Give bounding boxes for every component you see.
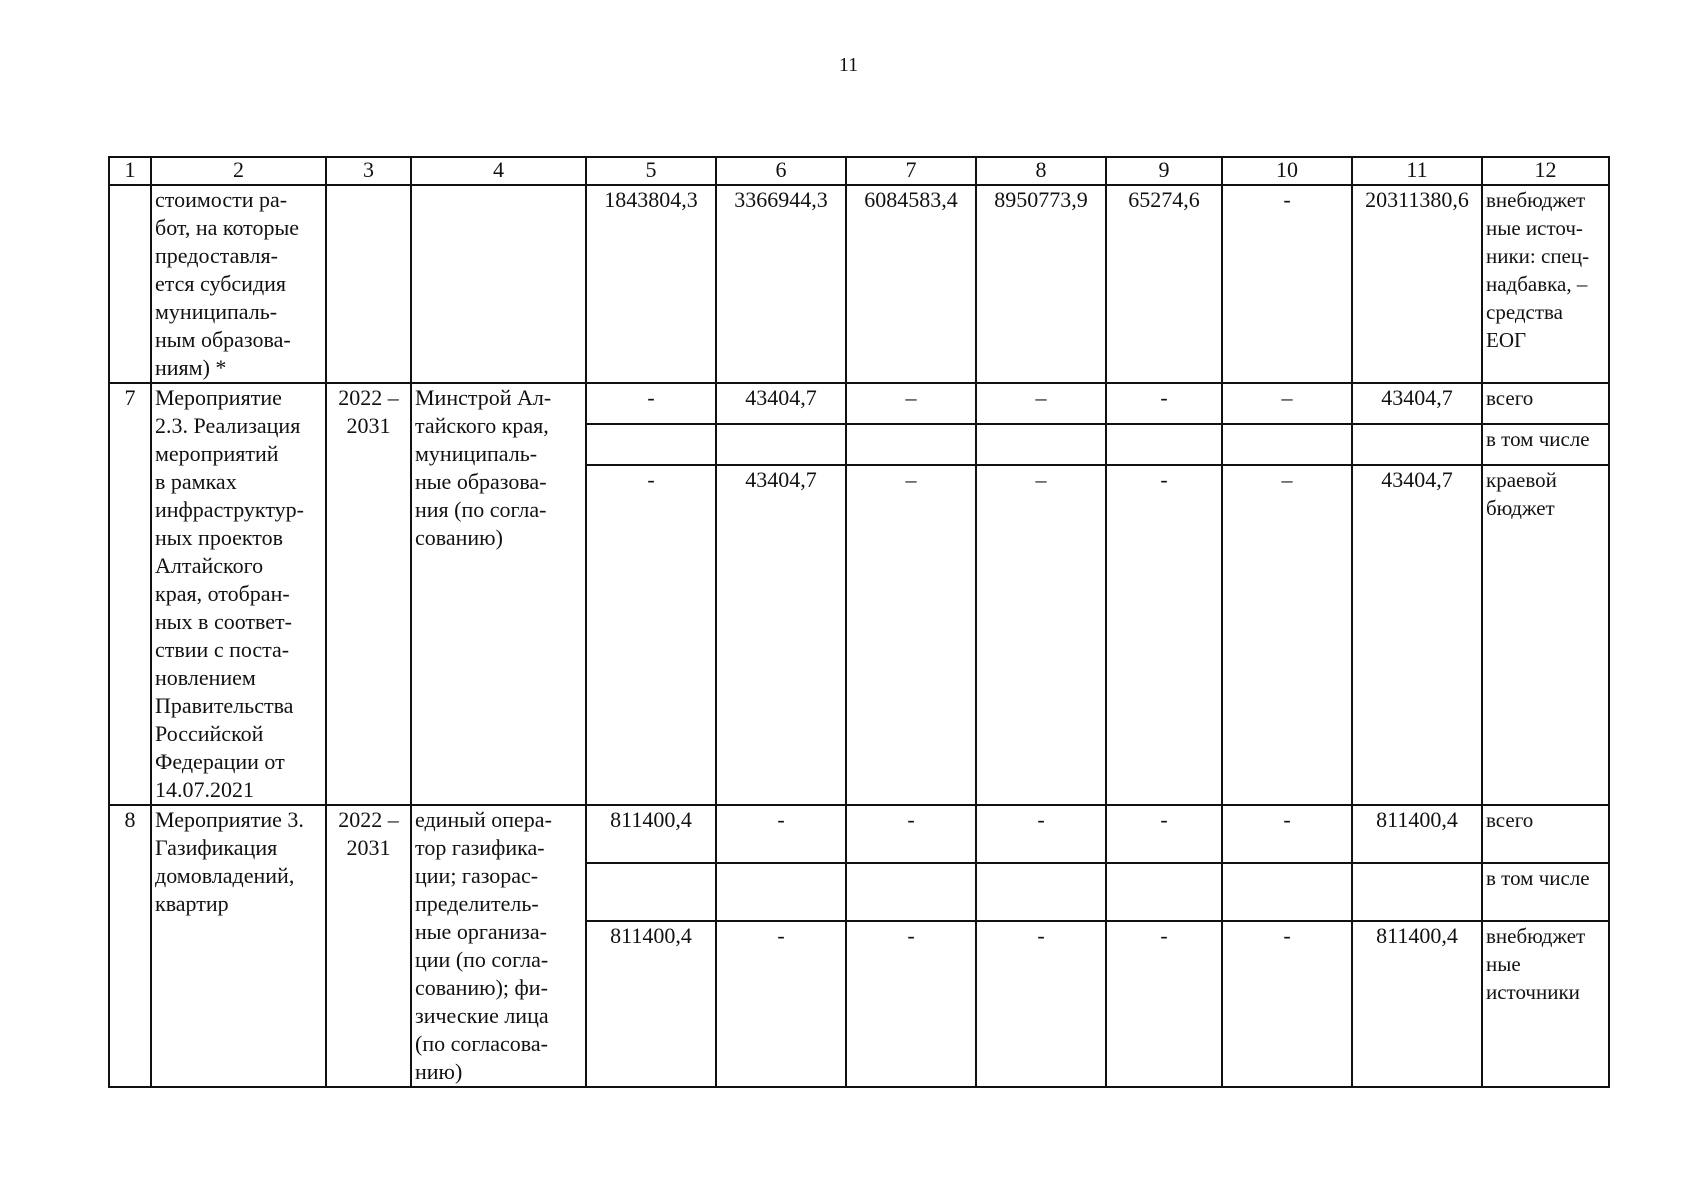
funding-source-cell: краевой бюджет xyxy=(1482,465,1609,805)
column-header: 3 xyxy=(326,157,411,185)
column-number-row xyxy=(109,157,1609,185)
value-cell xyxy=(976,424,1106,465)
value-cell: - xyxy=(1106,805,1222,863)
value-cell: - xyxy=(1222,921,1352,1087)
value-cell xyxy=(1106,863,1222,921)
value-cell: 811400,4 xyxy=(586,805,716,863)
value-cell xyxy=(1222,863,1352,921)
value-cell: 43404,7 xyxy=(716,383,846,424)
row-number-cell xyxy=(109,185,151,383)
value-cell: - xyxy=(1222,805,1352,863)
value-cell xyxy=(716,424,846,465)
page-number: 11 xyxy=(838,54,859,76)
table-row-8-total xyxy=(109,805,1609,863)
value-cell: – xyxy=(976,465,1106,805)
program-table xyxy=(108,156,1610,1088)
value-cell: – xyxy=(1222,465,1352,805)
column-header: 9 xyxy=(1106,157,1222,185)
period-cell xyxy=(326,185,411,383)
executor-cell: Минстрой Ал- тайского края, муниципаль- ные образова- ния (по согла- сованию) xyxy=(411,383,586,805)
measure-name-cell: стоимости ра- бот, на которые предоставля- ется субсидия муниципаль- ным образова- ниям) * xyxy=(151,185,326,383)
value-cell: - xyxy=(586,383,716,424)
value-cell xyxy=(1352,863,1482,921)
value-cell: - xyxy=(586,465,716,805)
value-cell xyxy=(846,424,976,465)
funding-source-cell: в том числе xyxy=(1482,863,1609,921)
value-cell: 1843804,3 xyxy=(586,185,716,383)
value-cell xyxy=(586,863,716,921)
row-number-cell: 7 xyxy=(109,383,151,805)
value-cell xyxy=(1106,424,1222,465)
funding-source-cell: внебюджет ные источ- ники: спец- надбавка, – средства ЕОГ xyxy=(1482,185,1609,383)
value-cell: 43404,7 xyxy=(1352,383,1482,424)
value-cell: 811400,4 xyxy=(586,921,716,1087)
continuation-row xyxy=(109,185,1609,383)
value-cell: 6084583,4 xyxy=(846,185,976,383)
column-header: 1 xyxy=(109,157,151,185)
table-row-7-total xyxy=(109,383,1609,424)
value-cell: 3366944,3 xyxy=(716,185,846,383)
value-cell xyxy=(1222,424,1352,465)
value-cell: - xyxy=(1106,383,1222,424)
column-header: 8 xyxy=(976,157,1106,185)
value-cell: – xyxy=(846,465,976,805)
value-cell: – xyxy=(1222,383,1352,424)
value-cell: 8950773,9 xyxy=(976,185,1106,383)
value-cell: - xyxy=(1222,185,1352,383)
period-cell: 2022 – 2031 xyxy=(326,383,411,805)
measure-name-cell: Мероприятие 2.3. Реализация мероприятий в рамках инфраструктур- ных проектов Алтайского края, отобран- ных в соответ- ствии с поста- новлением Правительства Российской Федерации от 14.07.2021 xyxy=(151,383,326,805)
column-header: 11 xyxy=(1352,157,1482,185)
funding-source-cell: внебюджет ные источники xyxy=(1482,921,1609,1087)
value-cell: 811400,4 xyxy=(1352,805,1482,863)
column-header: 7 xyxy=(846,157,976,185)
funding-source-cell: всего xyxy=(1482,383,1609,424)
column-header: 12 xyxy=(1482,157,1609,185)
value-cell xyxy=(976,863,1106,921)
value-cell: - xyxy=(716,921,846,1087)
value-cell: - xyxy=(976,921,1106,1087)
value-cell: – xyxy=(846,383,976,424)
value-cell xyxy=(846,863,976,921)
value-cell xyxy=(586,424,716,465)
column-header: 5 xyxy=(586,157,716,185)
row-number-cell: 8 xyxy=(109,805,151,1087)
value-cell: - xyxy=(976,805,1106,863)
executor-cell: единый опера- тор газифика- ции; газорас- пределитель- ные организа- ции (по согла- сованию); фи- зические лица (по согласова- нию) xyxy=(411,805,586,1087)
value-cell: - xyxy=(846,921,976,1087)
value-cell xyxy=(716,863,846,921)
column-header: 4 xyxy=(411,157,586,185)
column-header: 2 xyxy=(151,157,326,185)
value-cell: – xyxy=(976,383,1106,424)
value-cell: - xyxy=(716,805,846,863)
measure-name-cell: Мероприятие 3. Газификация домовладений, квартир xyxy=(151,805,326,1087)
value-cell: 43404,7 xyxy=(1352,465,1482,805)
value-cell: - xyxy=(846,805,976,863)
value-cell: - xyxy=(1106,465,1222,805)
column-header: 6 xyxy=(716,157,846,185)
value-cell: - xyxy=(1106,921,1222,1087)
funding-source-cell: в том числе xyxy=(1482,424,1609,465)
value-cell: 65274,6 xyxy=(1106,185,1222,383)
funding-source-cell: всего xyxy=(1482,805,1609,863)
value-cell: 811400,4 xyxy=(1352,921,1482,1087)
executor-cell xyxy=(411,185,586,383)
value-cell: 20311380,6 xyxy=(1352,185,1482,383)
value-cell: 43404,7 xyxy=(716,465,846,805)
period-cell: 2022 – 2031 xyxy=(326,805,411,1087)
column-header: 10 xyxy=(1222,157,1352,185)
value-cell xyxy=(1352,424,1482,465)
